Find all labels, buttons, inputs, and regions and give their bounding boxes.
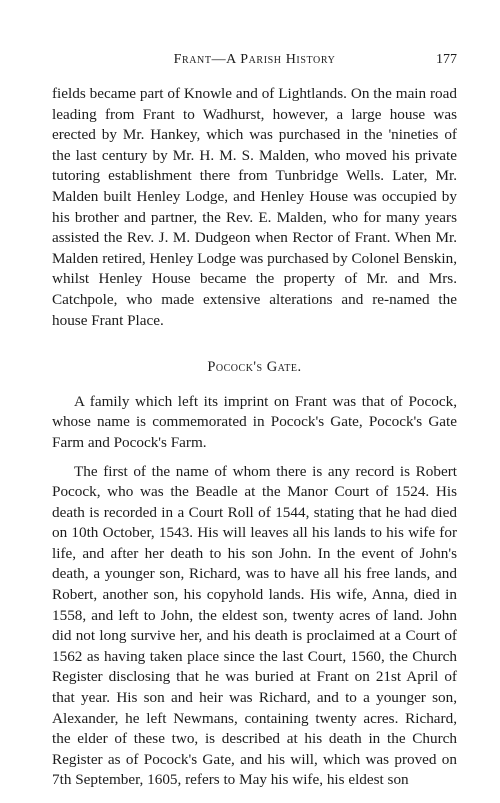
running-title: Frant—A Parish History [173, 52, 336, 67]
section-heading: Pocock's Gate. [207, 359, 302, 376]
paragraph: fields became part of Knowle and of Lightlands. On the main road leading from Frant to Wadhurst, however, a large house was erected by Mr. Hankey, which was purchased in the 'nineties of the last century by Mr. H. M. S. Malden, who moved his private tutoring establishment there from Tunbridge Wells. Later, Mr. Malden built Henley Lodge, and Henley House was occupied by his brother and partner, the Rev. E. Malden, who for many years assisted the Rev. J. M. Dudgeon when Rector of Frant. When Mr. Malden retired, Henley Lodge was purchased by Colonel Benskin, whilst Henley House became the property of Mr. and Mrs. Catchpole, who made extensive alterations and re-named the house Frant Place. [52, 85, 457, 329]
page-number: 177 [436, 52, 457, 67]
paragraph: A family which left its imprint on Frant was that of Pocock, whose name is commemorated in Pocock's Gate, Pocock's Gate Farm and Pocock's Farm. [52, 392, 457, 451]
paragraph: The first of the name of whom there is any record is Robert Pocock, who was the Beadle at the Manor Court of 1524. His death is recorded in a Court Roll of 1544, stating that he had died on 10th October, 1543. His will leaves all his lands to his wife for life, and after her death to his son John. In the event of John's death, a younger son, Richard, was to have all his free lands, and Robert, another son, his copyhold lands. His wife, Anna, died in 1558, and left to John, the eldest son, twenty acres of land. John did not long survive her, and his death is proclaimed at a Court of 1562 as having taken place since the last Court, 1560, the Church Register disclosing that he was buried at Frant on 21st April of that year. His son and heir was Richard, and to a younger son, Alexander, he left Newmans, containing twenty acres. Richard, the elder of these two, is described at his death in the Church Register as of Pocock's Gate, and his will, which was proved on 7th September, 1605, refers to May his wife, his eldest son [52, 462, 457, 789]
page-header [52, 52, 457, 74]
body-text [52, 84, 457, 791]
